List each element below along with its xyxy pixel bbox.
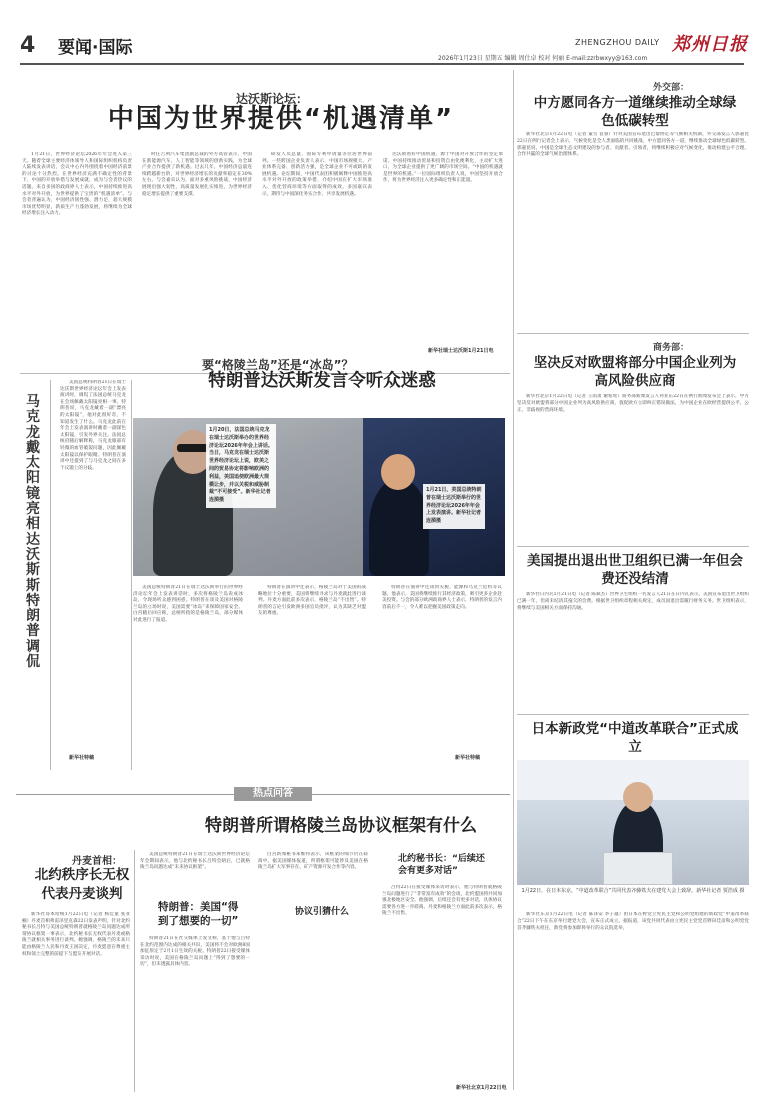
- lead-body-col-3: 研发人员总量、国际专利申请量等位居世界前列。一些跨国企业负责人表示，中国市场规模大、产业体系完备、创新活力强，是全球企业不可或缺的发展机遇。论坛期间，中国代表团积极阐释中国推进高水平对外开放的政策举措，介绍中国在扩大市场准入、优化营商环境等方面取得的成效。多国嘉宾表示，期待与中国深化务实合作，共享发展机遇。: [262, 152, 372, 197]
- side-story-body: 美国总统特朗普21日在瑞士达沃斯世界经济论坛年会上发表演讲时，调侃了法国总统马克龙在会场佩戴太阳镜亮相一事。特朗普说，马克龙戴着一副“漂亮的太阳镜”，他对此很好奇，不知道发生了什么。马克龙此前在年会上发表演讲时戴着一副深色太阳镜，引发外界关注。法国总统府随后解释称，马克龙眼部有轻微的血管破裂问题，因此佩戴太阳镜以保护眼睛。特朗普在演讲中还提到了与马克龙之间在多个议题上的分歧。: [60, 380, 126, 471]
- right-column-divider: [513, 70, 514, 1090]
- qa-body-col-1: 美国总统特朗普21日在瑞士达沃斯世界经济论坛年会期间表示，他与北约秘书长吕特会晤后，已就格陵兰岛问题达成“未来协议框架”。: [140, 852, 250, 871]
- qa-body-col-3: 白宫新闻秘书莱维特表示，该框架的细节仍在磋商中。据美国媒体报道，所谓框架可能涉及美国在格陵兰岛扩大军事存在、矿产资源开发合作等内容。: [258, 852, 368, 871]
- mfa-kicker: 外交部：: [653, 83, 690, 93]
- story-divider: [517, 546, 749, 547]
- photo-japan-party: [517, 760, 749, 885]
- lead-headline: 中国为世界提供“机遇清单”: [107, 104, 455, 134]
- trump-kicker: 要“格陵兰岛”还是“冰岛”？: [202, 358, 354, 372]
- brand-logo: 郑州日报: [672, 34, 748, 55]
- denmark-headline: 北约秩序长无权代表丹麦谈判: [34, 867, 130, 902]
- masthead: [0, 0, 761, 68]
- photo-caption-japan: 1月22日，在日本东京，“中道改革联合”共同代表齐藤铁夫在建党大会上致辞。新华社记者 贾浩成 摄: [521, 888, 745, 894]
- qa-subhead-2: 协议引猜什么: [295, 907, 350, 917]
- hot-qa-bar: [16, 787, 510, 801]
- column-divider: [134, 850, 135, 1092]
- denmark-kicker: 丹麦首相：: [72, 856, 122, 867]
- lead-body-col-4: 达沃斯看好中国机遇，源于中国对开放合作的坚定承诺。中国持续推动贸易和投资自由化便利化，主动扩大进口，为全球企业提供了更广阔的市场空间。“中国的机遇就是世界的机遇。”一位国际组织负责人说，中国坚持开放合作，将为世界经济注入更多确定性和正能量。: [383, 152, 503, 184]
- trump-headline: 特朗普达沃斯发言令听众迷惑: [208, 371, 436, 391]
- photo-caption-trump: 1月21日，美国总统特朗普在瑞士达沃斯举行的世界经济论坛2026年年会上发表演讲。新华社记者连漪摄: [423, 484, 485, 529]
- side-story-byline: 新华社特稿: [69, 755, 95, 761]
- mofcom-kicker: 商务部：: [653, 343, 690, 353]
- who-headline: 美国提出退出世卫组织已满一年但会费还没结清: [527, 553, 743, 587]
- mofcom-headline: 坚决反对欧盟将部分中国企业列为高风险供应商: [533, 355, 737, 389]
- lectern: [603, 852, 673, 885]
- lead-body-col-1: 1月21日，世界经济论坛2026年年会进入第三天。随着全球主要经济体领导人和国际组织机构负责人陆续发表讲话，会议中心内外围绕着中国经济前景的讨论十分热烈。在世界经济充满不确定性的背景下，中国的开放举措与发展成就，成为与会者热议的话题。来自多国的政商界人士表示，中国持续推进高水平对外开放，为世界提供了宝贵的“机遇清单”。与会者普遍认为，中国经济韧性强、潜力足，超大规模市场优势明显，新质生产力蓬勃发展，将继续为全球经济增长注入动力。: [22, 152, 132, 217]
- page-number: 4: [20, 33, 36, 58]
- speaker-figure: [369, 478, 429, 576]
- qa-body-col-4: 吕特22日在接受媒体采访时表示，他与特朗普就格陵兰岛问题进行了“非常富有成效”的会谈，北约盟国将共同加强北极地区安全。他强调，后续还会有更多对话，具体协议需要各方进一步磋商。丹麦和格陵兰方面此前多次表示，格陵兰不出售。: [382, 885, 502, 917]
- column-divider: [131, 380, 132, 770]
- lead-body-col-2: 时任吉利汽车集团副总裁的外方高管表示，中国在新能源汽车、人工智能等领域的创新实践，为全球产业合作提供了新机遇。过去几年，中国经济总量连续跨越新台阶，对世界经济增长的贡献率稳定在30%左右。与会嘉宾认为，面对多重风险挑战，中国经济展现出强大韧性，高质量发展扎实推进，为世界经济稳定增长提供了重要支撑。: [142, 152, 252, 197]
- qa-subhead-3: 北约秘书长：“后续还会有更多对话”: [398, 854, 485, 876]
- speaker-head: [623, 782, 653, 812]
- photo-caption-macron: 1月20日，法国总统马克龙在瑞士达沃斯举办的世界经济论坛2026年年会上讲话。当日，马克龙在瑞士达沃斯世界经济论坛上说，欧美之间的贸易协定将影响欧洲的利益，美国追使欧洲最大规模让步，并以关税和威胁制裁“不可接受”。新华社记者连漪摄: [206, 424, 276, 508]
- story-divider: [517, 333, 749, 334]
- qa-byline: 新华社北京1月22日电: [456, 1085, 507, 1091]
- section-name: 要闻·国际: [58, 38, 133, 58]
- who-body: 新华社日内瓦1月21日电（记者 陈斌杰）世界卫生组织一名发言人21日在日内瓦表示，美国宣布退出世卫组织已满一年，但尚未结清其拖欠的会费。根据世卫组织章程相关规定，成员国退出需履行财务义务。世卫组织表示，将继续与美国相关方面保持沟通。: [517, 592, 749, 611]
- edition-line: 2026年1月23日 星期五 编辑 周仕卓 校对 何丽 E-mail:zzrbwxyy@163.com: [438, 55, 648, 62]
- column-divider: [50, 380, 51, 770]
- japan-headline: 日本新政党“中道改革联合”正式成立: [531, 721, 739, 755]
- trump-body-col-2: 特朗普在演讲中还表示，格陵兰岛对于美国的战略地位十分重要，美国将继续寻求与丹麦就此进行谈判。丹麦方面此前多次表示，格陵兰岛“不出售”。特朗普的言论引发欧洲多国官员批评，认为其缺乏对盟友的尊重。: [258, 585, 366, 617]
- denmark-body: 新华社哥本哈根1月22日电（记者 杨佳童 张亚楠）丹麦首相弗雷泽里克森22日发表声明，针对北约秘书长吕特与美国总统特朗普就格陵兰岛问题达成所谓协议框架一事表示，北约秘书长无权代表丹麦或格陵兰就相关事务进行谈判。她强调，格陵兰的未来只能由格陵兰人民和丹麦王国决定，丹麦愿意在尊重主权和领土完整的前提下与盟友开展对话。: [22, 912, 130, 957]
- lead-kicker: 达沃斯论坛：: [236, 92, 309, 106]
- vertical-headline: 马克龙戴太阳镜亮相达沃斯斯特朗普调侃: [26, 394, 40, 671]
- brand-english: ZHENGZHOU DAILY: [575, 38, 660, 47]
- qa-subhead-1: 特朗普：美国“得到了想要的一切”: [158, 901, 239, 927]
- hot-qa-badge: 热点问答: [234, 787, 312, 801]
- lead-byline: 新华社瑞士达沃斯1月21日电: [428, 348, 494, 354]
- mfa-body: 新华社北京1月22日电（记者 董雪 袁睿）针对美国宣布退出巴黎协定等气候相关机制，外交部发言人郭嘉昆22日在例行记者会上表示，气候变化是全人类面临的共同挑战，中方愿同各方一道，继续推动全球绿色低碳转型。郭嘉昆说，中国是全球生态文明建设的参与者、贡献者、引领者，将继续积极应对气候变化，推动构建公平合理、合作共赢的全球气候治理体系。: [517, 132, 749, 158]
- story-divider: [517, 714, 749, 715]
- hot-headline: 特朗普所谓格陵兰岛协议框架有什么: [205, 816, 477, 836]
- speaker-head: [381, 454, 415, 490]
- mofcom-body: 新华社北京1月22日电（记者 王雨萧 谢希瑶）商务部新闻发言人何亚东22日在例行新闻发布会上表示，中方坚决反对欧盟将部分中国企业列为高风险供应商，敦促欧方立即纠正错误做法，为中国企业在欧经营提供公平、公正、非歧视的营商环境。: [517, 394, 749, 413]
- trump-body-col-1: 美国总统特朗普21日在瑞士达沃斯举行的世界经济论坛年会上发表讲话时，多次将格陵兰岛说成冰岛，令现场听众感到困惑。特朗普在谈及美国对格陵兰岛的立场时说，美国需要“冰岛”来保障国家安全。白宫随后回应称，总统所指的是格陵兰岛，部分媒体对此进行了报道。: [133, 585, 243, 623]
- masthead-divider: [20, 63, 744, 65]
- trump-body-col-3: 特朗普在演讲中还谈到关税、能源和乌克兰危机等议题。他表示，美国将继续推行其经济政策，吸引更多企业赴美投资。与会的部分欧洲政商界人士表示，特朗普的发言内容前后不一，令人难以把握美国政策走向。: [382, 585, 502, 610]
- mfa-headline: 中方愿同各方一道继续推动全球绿色低碳转型: [533, 95, 737, 129]
- japan-body: 新华社东京1月22日电（记者 陈泽安 李子越）由日本在野党立宪民主党和公明党组建的新政党“中道改革联合”22日下午在东京举行建党大会，宣布正式成立。据报道，该党共同代表由立宪民主党党首野田佳彦和公明党党首齐藤铁夫担任，新党将参加即将举行的众议院选举。: [517, 912, 749, 931]
- qa-body-col-2: 特朗普21日在社交媒体上发文称，基于他与吕特在北约范围内达成的相关共识，美国将不会对欧洲8国加征原定于2月1日生效的关税。特朗普22日接受媒体采访时说，美国在格陵兰岛问题上“得到了想要的一切”，但未透露具体内容。: [140, 936, 250, 968]
- sunglasses-icon: [177, 444, 209, 452]
- trump-byline: 新华社特稿: [455, 755, 481, 761]
